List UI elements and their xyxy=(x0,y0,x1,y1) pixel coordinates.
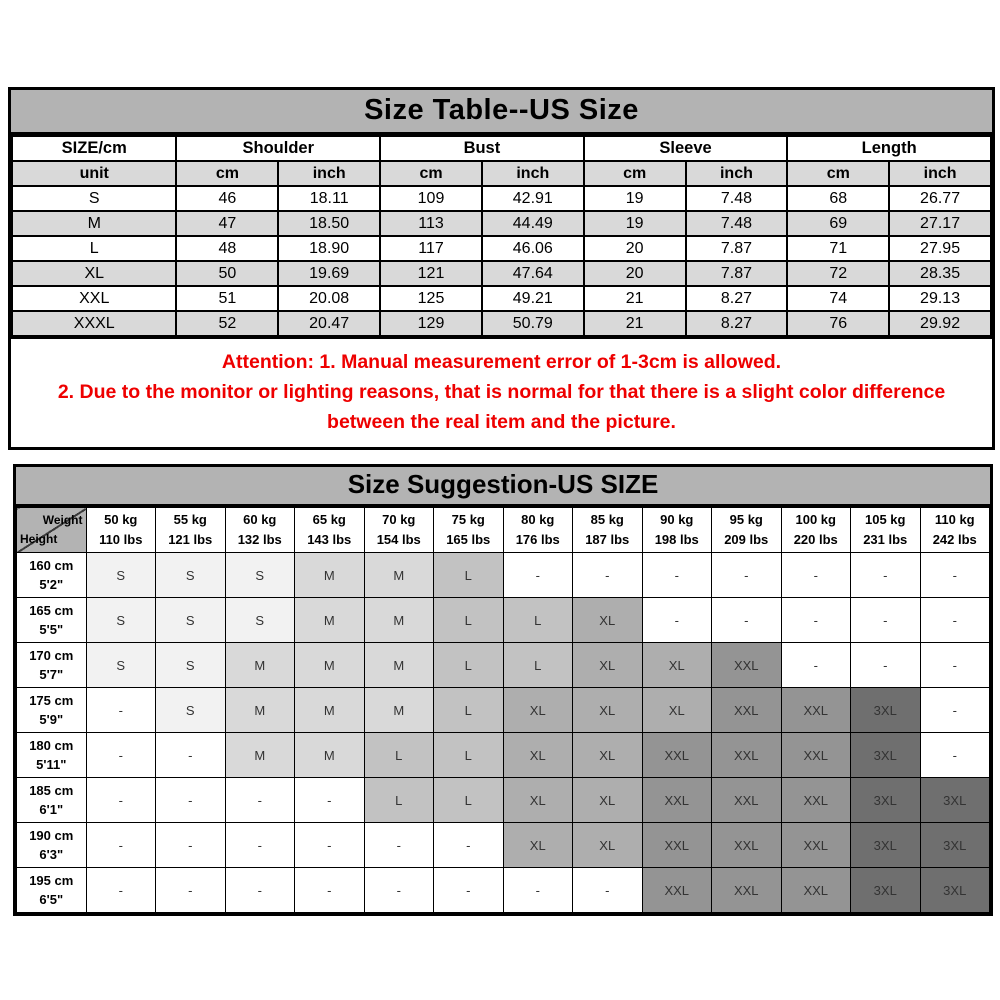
measurement-value: 26.77 xyxy=(889,186,991,211)
size-cell-empty: - xyxy=(156,823,226,868)
height-row-195-cm xyxy=(17,868,990,913)
measurement-value: 52 xyxy=(176,311,278,336)
height-row-175-cm xyxy=(17,688,990,733)
size-label: S xyxy=(12,186,176,211)
measurement-value: 117 xyxy=(380,236,482,261)
height-cm: 160 cm xyxy=(29,557,74,573)
size-cell-empty: - xyxy=(86,733,156,778)
size-cell-xxl: XXL xyxy=(781,823,851,868)
size-cell-empty: - xyxy=(573,553,643,598)
size-cell-empty: - xyxy=(364,868,434,913)
weight-header-cell xyxy=(86,508,156,553)
col-sleeve: Sleeve xyxy=(584,136,788,161)
size-cell-xxl: XXL xyxy=(781,778,851,823)
size-cell-3xl: 3XL xyxy=(920,778,990,823)
size-cell-xl: XL xyxy=(503,733,573,778)
measurement-value: 74 xyxy=(787,286,889,311)
size-cell-empty: - xyxy=(573,868,643,913)
size-cell-xxl: XXL xyxy=(712,778,782,823)
measurement-value: 21 xyxy=(584,286,686,311)
size-row-xl xyxy=(12,261,991,286)
size-cell-xl: XL xyxy=(573,643,643,688)
size-row-xxl xyxy=(12,286,991,311)
measurement-value: 48 xyxy=(176,236,278,261)
size-label: XL xyxy=(12,261,176,286)
weight-lbs: 242 lbs xyxy=(932,532,977,547)
col-size-cm: SIZE/cm xyxy=(12,136,176,161)
size-cell-xxl: XXL xyxy=(781,733,851,778)
size-cell-xxl: XXL xyxy=(712,868,782,913)
size-cell-xxl: XXL xyxy=(712,643,782,688)
measurement-value: 72 xyxy=(787,261,889,286)
size-cell-xxl: XXL xyxy=(712,823,782,868)
measurement-value: 20 xyxy=(584,261,686,286)
size-cell-m: M xyxy=(364,553,434,598)
size-cell-empty: - xyxy=(86,688,156,733)
height-ft: 5'2" xyxy=(39,577,64,592)
height-ft: 5'5" xyxy=(39,622,64,637)
weight-kg: 100 kg xyxy=(795,511,836,527)
weight-kg: 70 kg xyxy=(382,511,416,527)
weight-header-cell xyxy=(920,508,990,553)
size-cell-empty: - xyxy=(86,868,156,913)
size-cell-empty: - xyxy=(851,643,921,688)
size-suggestion-title: Size Suggestion-US SIZE xyxy=(16,467,990,507)
weight-height-corner-cell xyxy=(17,508,87,553)
size-cell-l: L xyxy=(364,733,434,778)
height-header-cell xyxy=(17,868,87,913)
size-cell-l: L xyxy=(434,778,504,823)
unit-cell: inch xyxy=(889,161,991,186)
measurement-value: 47.64 xyxy=(482,261,584,286)
height-header-cell xyxy=(17,553,87,598)
height-cm: 185 cm xyxy=(29,782,74,798)
measurement-value: 51 xyxy=(176,286,278,311)
measurement-value: 71 xyxy=(787,236,889,261)
size-cell-m: M xyxy=(364,643,434,688)
size-cell-l: L xyxy=(434,553,504,598)
size-cell-s: S xyxy=(156,598,226,643)
size-cell-empty: - xyxy=(225,823,295,868)
measurement-value: 19 xyxy=(584,211,686,236)
height-ft: 5'7" xyxy=(39,667,64,682)
measurement-value: 50 xyxy=(176,261,278,286)
size-row-xxxl xyxy=(12,311,991,336)
size-cell-empty: - xyxy=(225,868,295,913)
height-row-185-cm xyxy=(17,778,990,823)
size-cell-l: L xyxy=(434,598,504,643)
height-cm: 165 cm xyxy=(29,602,74,618)
size-row-s xyxy=(12,186,991,211)
size-cell-empty: - xyxy=(503,553,573,598)
unit-cell: inch xyxy=(482,161,584,186)
size-row-m xyxy=(12,211,991,236)
measurement-value: 21 xyxy=(584,311,686,336)
col-bust: Bust xyxy=(380,136,584,161)
weight-kg: 95 kg xyxy=(729,511,763,527)
height-header-cell xyxy=(17,733,87,778)
size-cell-empty: - xyxy=(920,598,990,643)
height-ft: 5'11" xyxy=(36,757,67,772)
height-row-190-cm xyxy=(17,823,990,868)
weight-lbs: 220 lbs xyxy=(793,532,838,547)
height-row-165-cm xyxy=(17,598,990,643)
size-cell-empty: - xyxy=(225,778,295,823)
measurement-value: 50.79 xyxy=(482,311,584,336)
size-suggestion-section xyxy=(13,464,993,916)
height-row-170-cm xyxy=(17,643,990,688)
size-cell-empty: - xyxy=(920,643,990,688)
height-ft: 6'5" xyxy=(39,892,64,907)
measurement-value: 42.91 xyxy=(482,186,584,211)
size-cell-xxl: XXL xyxy=(642,868,712,913)
attention-line-1: Attention: 1. Manual measurement error of 1-3cm is allowed. xyxy=(221,351,782,373)
weight-lbs: 121 lbs xyxy=(168,532,213,547)
size-table-group-header-row xyxy=(12,136,991,161)
weight-lbs: 209 lbs xyxy=(724,532,769,547)
size-cell-m: M xyxy=(295,733,365,778)
size-cell-s: S xyxy=(156,553,226,598)
size-cell-empty: - xyxy=(781,553,851,598)
measurement-value: 27.17 xyxy=(889,211,991,236)
size-cell-xxl: XXL xyxy=(642,733,712,778)
size-cell-empty: - xyxy=(364,823,434,868)
size-cell-empty: - xyxy=(712,553,782,598)
size-cell-xl: XL xyxy=(503,688,573,733)
measurement-value: 46 xyxy=(176,186,278,211)
measurement-value: 29.92 xyxy=(889,311,991,336)
measurement-value: 19.69 xyxy=(278,261,380,286)
size-cell-m: M xyxy=(295,688,365,733)
weight-header-row xyxy=(17,508,990,553)
weight-kg: 90 kg xyxy=(660,511,694,527)
size-cell-xxl: XXL xyxy=(642,823,712,868)
size-cell-3xl: 3XL xyxy=(851,868,921,913)
height-header-cell xyxy=(17,778,87,823)
measurement-value: 76 xyxy=(787,311,889,336)
size-cell-empty: - xyxy=(712,598,782,643)
weight-lbs: 231 lbs xyxy=(863,532,908,547)
size-cell-s: S xyxy=(156,643,226,688)
size-cell-empty: - xyxy=(781,598,851,643)
weight-lbs: 110 lbs xyxy=(99,532,143,547)
size-cell-xxl: XXL xyxy=(712,688,782,733)
size-cell-empty: - xyxy=(86,823,156,868)
size-table-body xyxy=(12,186,991,336)
measurement-value: 18.11 xyxy=(278,186,380,211)
size-cell-s: S xyxy=(86,553,156,598)
size-cell-empty: - xyxy=(434,823,504,868)
size-label: M xyxy=(12,211,176,236)
size-cell-l: L xyxy=(434,688,504,733)
size-cell-m: M xyxy=(295,598,365,643)
height-cm: 195 cm xyxy=(29,872,74,888)
size-cell-empty: - xyxy=(781,643,851,688)
corner-height-label: Height xyxy=(20,532,58,547)
size-cell-l: L xyxy=(503,643,573,688)
size-table-unit-row xyxy=(12,161,991,186)
size-cell-empty: - xyxy=(295,868,365,913)
size-cell-m: M xyxy=(225,688,295,733)
measurement-value: 49.21 xyxy=(482,286,584,311)
size-cell-3xl: 3XL xyxy=(851,733,921,778)
measurement-value: 19 xyxy=(584,186,686,211)
weight-kg: 105 kg xyxy=(865,511,906,527)
weight-header-cell xyxy=(434,508,504,553)
measurement-value: 7.48 xyxy=(686,186,788,211)
size-cell-empty: - xyxy=(156,778,226,823)
size-cell-empty: - xyxy=(86,778,156,823)
height-ft: 6'3" xyxy=(39,847,64,862)
size-cell-m: M xyxy=(295,553,365,598)
measurement-value: 125 xyxy=(380,286,482,311)
height-cm: 180 cm xyxy=(29,737,74,753)
measurement-value: 7.48 xyxy=(686,211,788,236)
height-header-cell xyxy=(17,643,87,688)
weight-lbs: 165 lbs xyxy=(446,532,491,547)
size-cell-xl: XL xyxy=(573,598,643,643)
unit-label: unit xyxy=(12,161,176,186)
measurement-value: 44.49 xyxy=(482,211,584,236)
size-cell-xl: XL xyxy=(573,733,643,778)
size-cell-empty: - xyxy=(851,598,921,643)
unit-cell: cm xyxy=(380,161,482,186)
size-cell-m: M xyxy=(295,643,365,688)
size-cell-xxl: XXL xyxy=(642,778,712,823)
measurement-value: 20.08 xyxy=(278,286,380,311)
measurement-value: 69 xyxy=(787,211,889,236)
size-cell-empty: - xyxy=(295,823,365,868)
unit-cell: cm xyxy=(176,161,278,186)
size-cell-xl: XL xyxy=(573,823,643,868)
size-table xyxy=(11,135,992,337)
unit-cell: cm xyxy=(787,161,889,186)
size-cell-empty: - xyxy=(156,733,226,778)
height-row-160-cm xyxy=(17,553,990,598)
measurement-value: 7.87 xyxy=(686,236,788,261)
size-cell-xl: XL xyxy=(642,643,712,688)
size-table-title: Size Table--US Size xyxy=(11,90,992,135)
weight-header-cell xyxy=(851,508,921,553)
weight-lbs: 187 lbs xyxy=(585,532,630,547)
size-cell-empty: - xyxy=(295,778,365,823)
size-cell-empty: - xyxy=(920,688,990,733)
size-cell-empty: - xyxy=(503,868,573,913)
attention-line-2: 2. Due to the monitor or lighting reasons, that is normal for that there is a slight color difference between the real item and the picture. xyxy=(57,381,946,433)
weight-kg: 85 kg xyxy=(590,511,624,527)
weight-lbs: 198 lbs xyxy=(654,532,699,547)
weight-kg: 55 kg xyxy=(173,511,207,527)
size-label: L xyxy=(12,236,176,261)
weight-header-cell xyxy=(156,508,226,553)
measurement-value: 47 xyxy=(176,211,278,236)
size-cell-empty: - xyxy=(851,553,921,598)
measurement-value: 20 xyxy=(584,236,686,261)
measurement-value: 7.87 xyxy=(686,261,788,286)
weight-lbs: 154 lbs xyxy=(376,532,421,547)
weight-lbs: 143 lbs xyxy=(307,532,352,547)
measurement-value: 27.95 xyxy=(889,236,991,261)
size-cell-empty: - xyxy=(642,553,712,598)
weight-header-cell xyxy=(712,508,782,553)
height-ft: 5'9" xyxy=(39,712,64,727)
size-cell-3xl: 3XL xyxy=(851,688,921,733)
size-cell-3xl: 3XL xyxy=(920,868,990,913)
weight-header-cell xyxy=(364,508,434,553)
height-header-cell xyxy=(17,598,87,643)
size-cell-s: S xyxy=(86,643,156,688)
size-cell-xl: XL xyxy=(573,688,643,733)
size-cell-m: M xyxy=(364,688,434,733)
weight-header-cell xyxy=(295,508,365,553)
size-cell-empty: - xyxy=(920,733,990,778)
size-cell-xxl: XXL xyxy=(781,688,851,733)
size-cell-s: S xyxy=(156,688,226,733)
size-cell-xxl: XXL xyxy=(781,868,851,913)
measurement-value: 8.27 xyxy=(686,311,788,336)
unit-cell: cm xyxy=(584,161,686,186)
height-cm: 175 cm xyxy=(29,692,74,708)
size-cell-xl: XL xyxy=(573,778,643,823)
height-row-180-cm xyxy=(17,733,990,778)
size-cell-m: M xyxy=(225,643,295,688)
weight-lbs: 176 lbs xyxy=(515,532,560,547)
size-cell-xl: XL xyxy=(642,688,712,733)
weight-kg: 80 kg xyxy=(521,511,555,527)
col-length: Length xyxy=(787,136,991,161)
measurement-value: 20.47 xyxy=(278,311,380,336)
measurement-value: 8.27 xyxy=(686,286,788,311)
size-cell-l: L xyxy=(434,643,504,688)
size-suggestion-body xyxy=(17,553,990,913)
size-cell-l: L xyxy=(364,778,434,823)
size-suggestion-table xyxy=(16,507,990,913)
measurement-value: 68 xyxy=(787,186,889,211)
height-ft: 6'1" xyxy=(39,802,64,817)
measurement-value: 29.13 xyxy=(889,286,991,311)
size-cell-s: S xyxy=(86,598,156,643)
weight-kg: 65 kg xyxy=(312,511,346,527)
measurement-value: 121 xyxy=(380,261,482,286)
size-table-section xyxy=(8,87,995,450)
size-cell-l: L xyxy=(503,598,573,643)
size-cell-3xl: 3XL xyxy=(851,823,921,868)
weight-lbs: 132 lbs xyxy=(237,532,282,547)
size-cell-empty: - xyxy=(434,868,504,913)
measurement-value: 129 xyxy=(380,311,482,336)
attention-note xyxy=(11,337,992,447)
unit-cell: inch xyxy=(686,161,788,186)
weight-header-cell xyxy=(642,508,712,553)
weight-header-cell xyxy=(225,508,295,553)
size-cell-s: S xyxy=(225,553,295,598)
size-label: XXXL xyxy=(12,311,176,336)
unit-cell: inch xyxy=(278,161,380,186)
weight-kg: 75 kg xyxy=(451,511,485,527)
size-cell-xxl: XXL xyxy=(712,733,782,778)
measurement-value: 18.50 xyxy=(278,211,380,236)
size-cell-m: M xyxy=(225,733,295,778)
size-cell-xl: XL xyxy=(503,823,573,868)
measurement-value: 109 xyxy=(380,186,482,211)
weight-kg: 60 kg xyxy=(243,511,277,527)
size-cell-m: M xyxy=(364,598,434,643)
height-cm: 170 cm xyxy=(29,647,74,663)
weight-kg: 50 kg xyxy=(104,511,138,527)
weight-kg: 110 kg xyxy=(934,511,975,527)
size-row-l xyxy=(12,236,991,261)
weight-header-cell xyxy=(503,508,573,553)
height-header-cell xyxy=(17,823,87,868)
weight-header-cell xyxy=(781,508,851,553)
size-cell-empty: - xyxy=(156,868,226,913)
size-cell-3xl: 3XL xyxy=(920,823,990,868)
size-cell-xl: XL xyxy=(503,778,573,823)
size-label: XXL xyxy=(12,286,176,311)
corner-weight-label: Weight xyxy=(42,513,83,527)
col-shoulder: Shoulder xyxy=(176,136,380,161)
measurement-value: 113 xyxy=(380,211,482,236)
measurement-value: 46.06 xyxy=(482,236,584,261)
size-cell-s: S xyxy=(225,598,295,643)
height-header-cell xyxy=(17,688,87,733)
weight-header-cell xyxy=(573,508,643,553)
size-cell-3xl: 3XL xyxy=(851,778,921,823)
height-cm: 190 cm xyxy=(29,827,74,843)
measurement-value: 28.35 xyxy=(889,261,991,286)
size-cell-l: L xyxy=(434,733,504,778)
size-cell-empty: - xyxy=(642,598,712,643)
measurement-value: 18.90 xyxy=(278,236,380,261)
size-cell-empty: - xyxy=(920,553,990,598)
